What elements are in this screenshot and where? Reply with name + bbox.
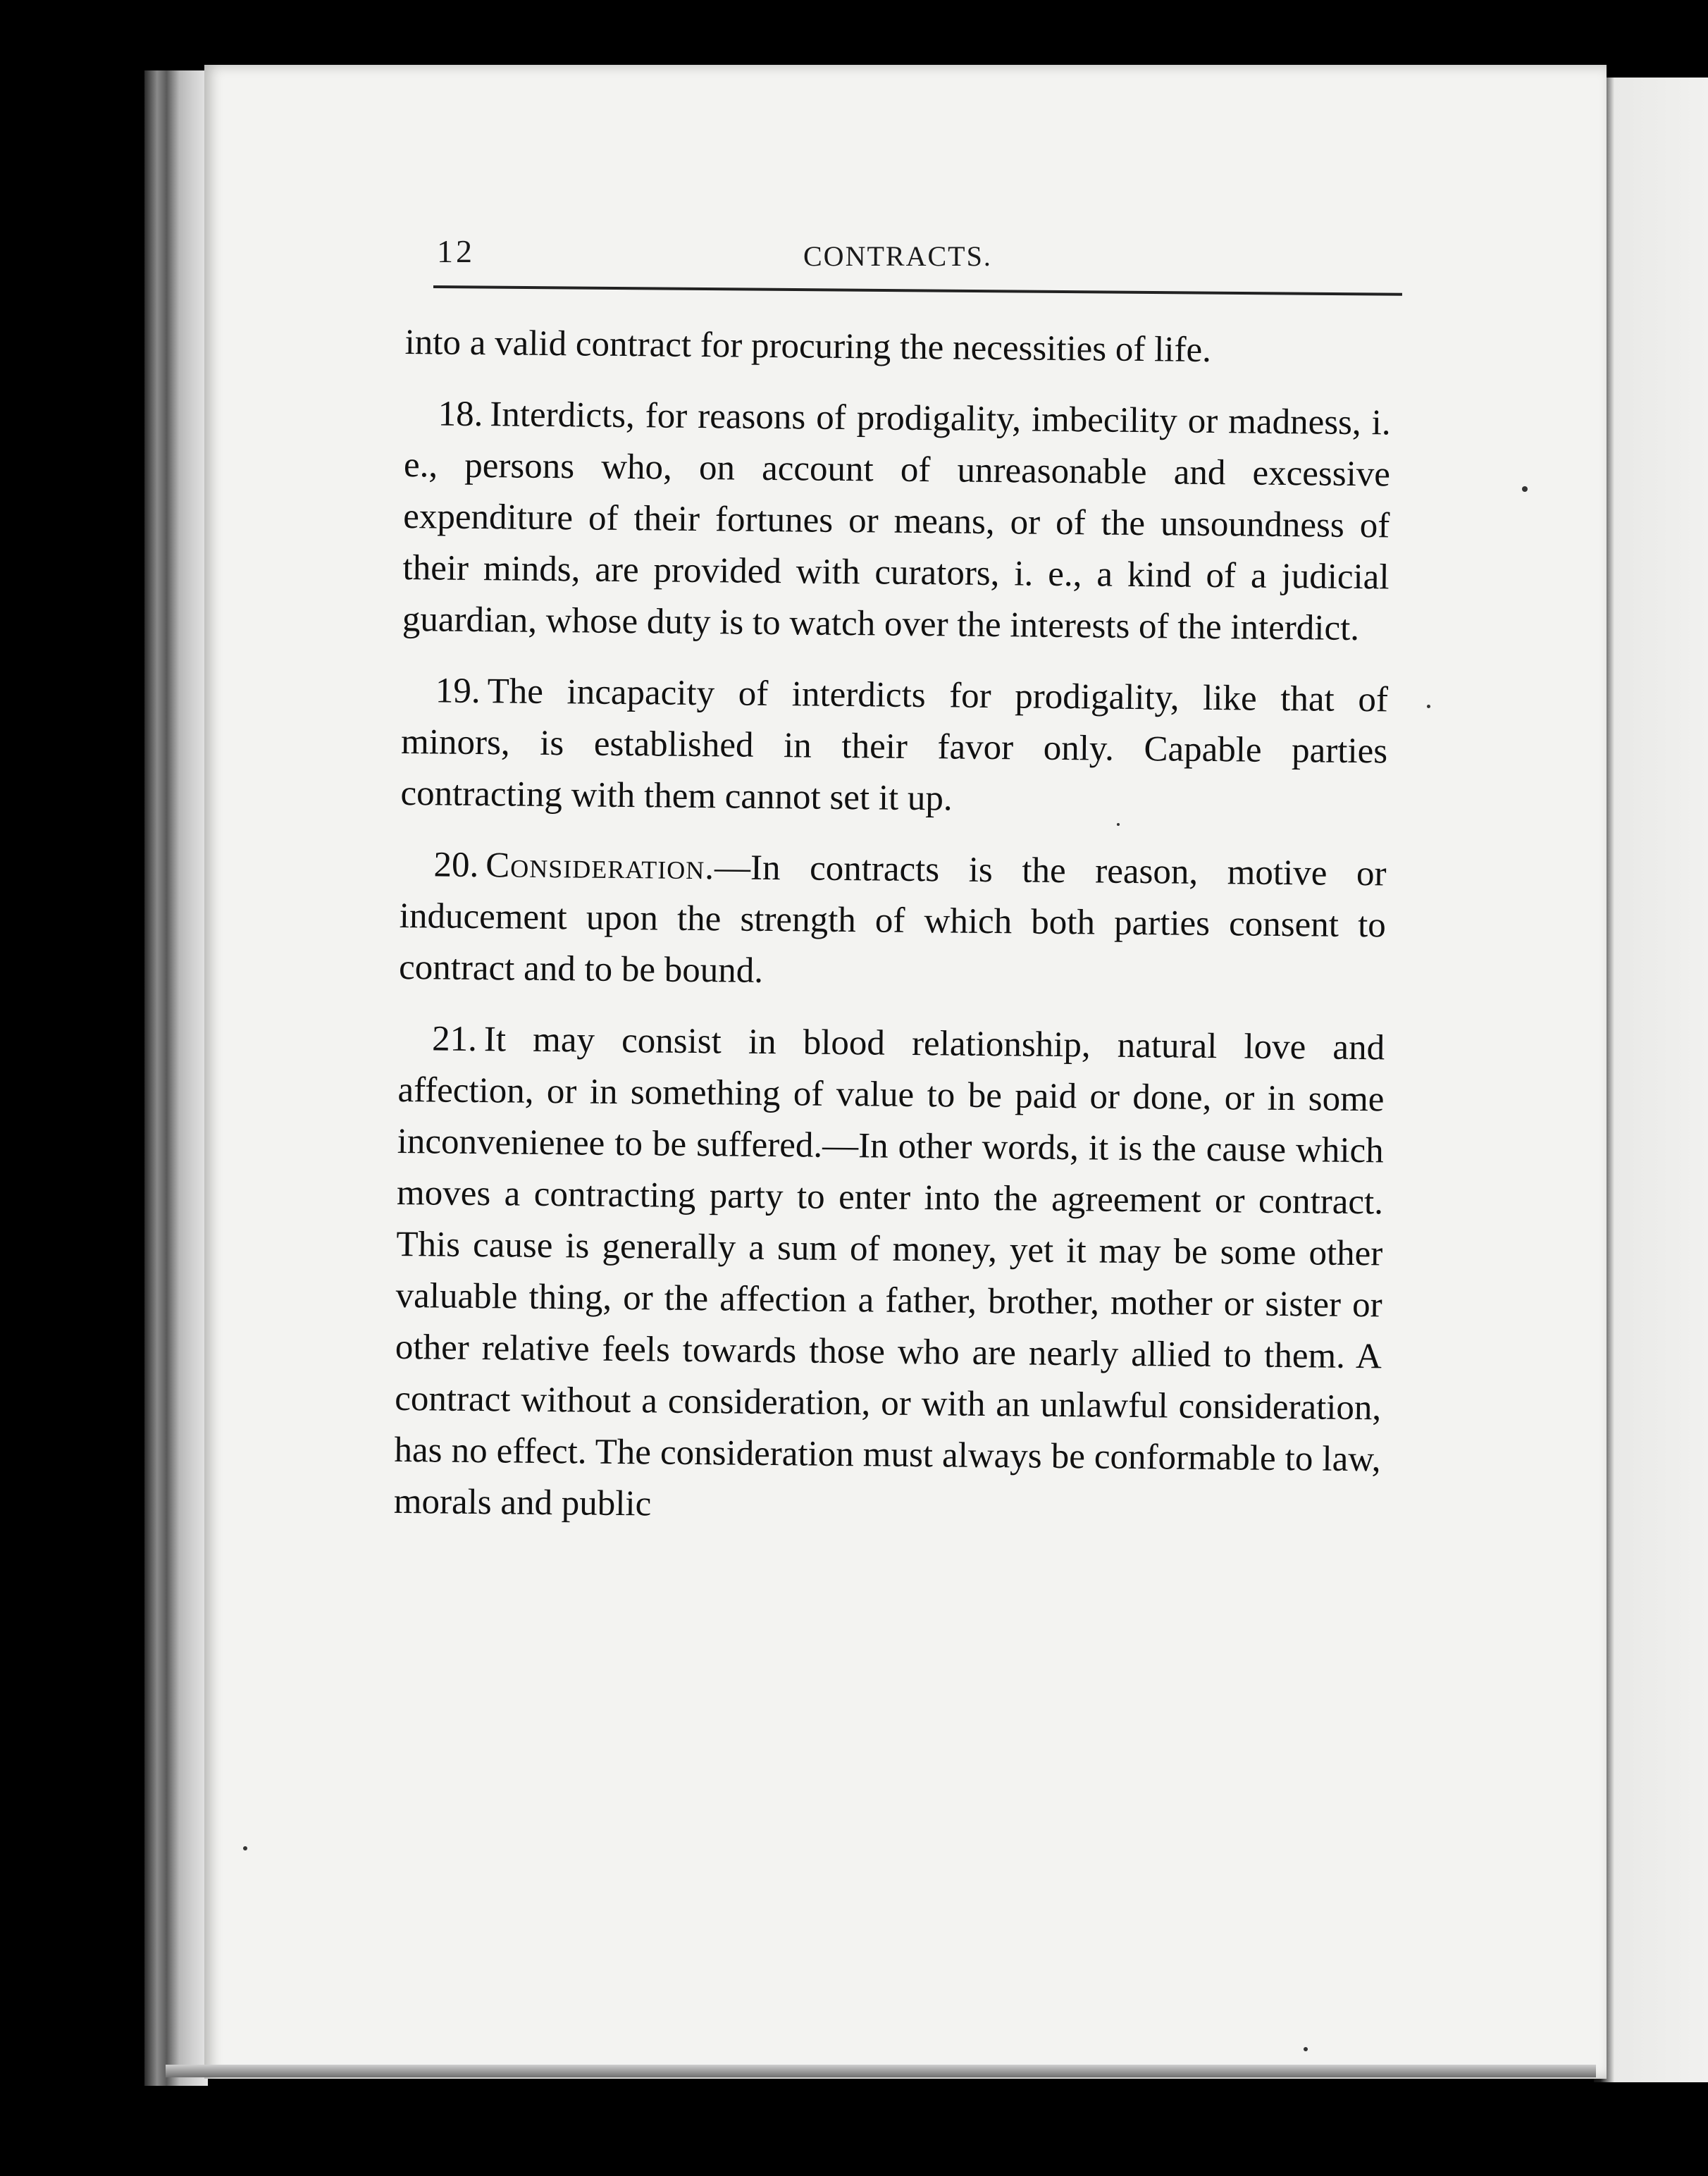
paragraph-18 [402, 388, 1391, 655]
page-bottom-edge [166, 2065, 1596, 2077]
paragraph-21 [394, 1013, 1385, 1537]
paragraph-19 [400, 665, 1388, 829]
paragraph-20 [399, 839, 1387, 1003]
paragraph-continuation [404, 317, 1392, 378]
paragraph-heading: Consideration. [485, 846, 715, 888]
running-head: CONTRACTS. [803, 240, 992, 272]
paragraph-number: 18. [438, 394, 483, 435]
body-text [393, 317, 1392, 1557]
paragraph-text: It may consist in blood relationship, natural love and affection, or in something of value to be paid or done, or in some inconvenienee to be suffered.—In other words, it is the cause which moves a contracting party to enter into the agreement or contract. This cause is generally a sum of money, yet it may be some other valuable thing, or the affection a father, brother, mother or sister or other relative feels towards those who are nearly allied to them. A contract without a consideration, or with an unlawful consideration, has no effect. The consideration must always be conformable to law, morals and public [393, 1020, 1385, 1524]
paragraph-text: The incapacity of interdicts for prodigality, like that of minors, is established in their favor only. Capable parties contracting with them cannot set it up. [400, 672, 1389, 819]
paragraph-text: into a valid contract for procuring the necessities of life. [404, 322, 1212, 370]
paragraph-text: —In contracts is the reason, motive or inducement upon the strength of which both parties consent to contract and to be bound. [398, 848, 1387, 991]
paragraph-number: 21. [431, 1019, 478, 1060]
paragraph-number: 20. [433, 845, 479, 886]
facing-page-edge [1594, 78, 1708, 2082]
book-spine-edge [144, 70, 208, 2086]
paragraph-number: 19. [435, 671, 481, 712]
page-header [437, 225, 1402, 282]
page-number: 12 [437, 233, 475, 269]
paragraph-text: Interdicts, for reasons of prodigality, imbecility or madness, i. e., persons who, on account of unreasonable and excessive expenditure of their fortunes or means, or of the unsoundness of their minds, are provided with curators, i. e., a kind of a judicial guardian, whose duty is to watch over the interests of the interdict. [402, 395, 1391, 649]
